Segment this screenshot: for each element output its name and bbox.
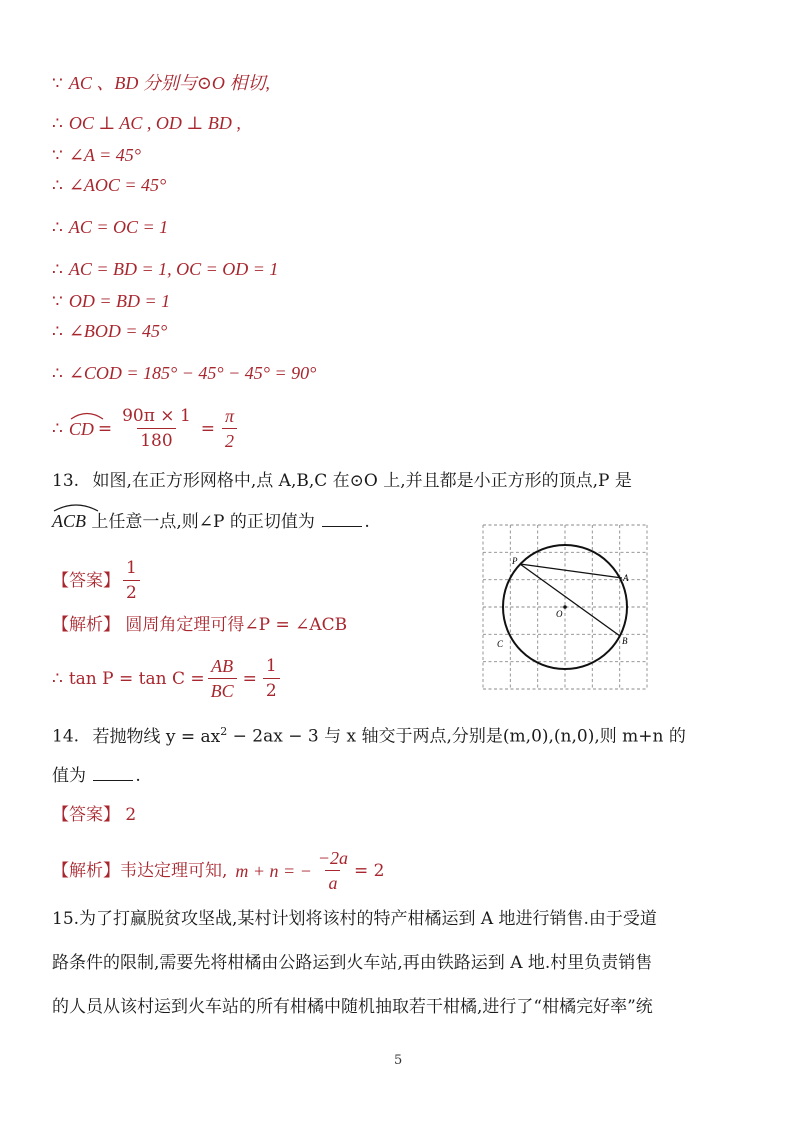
proof-line (52, 174, 166, 197)
fraction-numerator: 90π × 1 (122, 406, 191, 426)
proof-text: ∠COD = 185° − 45° − 45° = 90° (68, 363, 317, 383)
segment-pa (520, 564, 622, 578)
proof-symbol: ∴ (52, 176, 63, 196)
fraction-denominator: 2 (263, 678, 280, 701)
question-text: 上任意一点,则∠P 的正切值为 (91, 512, 315, 532)
fraction-arc-length (119, 406, 194, 451)
question-text: 若抛物线 y = ax (92, 726, 221, 747)
q13-figure (482, 524, 648, 690)
proof-text: ∠A = 45° (68, 145, 141, 165)
vieta-expression: m + n = − (235, 860, 312, 881)
proof-text: AC = BD = 1, OC = OD = 1 (68, 259, 279, 279)
fraction-numerator: −2a (317, 848, 349, 868)
fraction-denominator: BC (208, 678, 237, 701)
proof-text: ∠AOC = 45° (68, 175, 167, 195)
label-o: O (556, 609, 563, 619)
fraction-denominator: a (325, 870, 340, 893)
proof-line (52, 72, 270, 95)
proof-line (52, 290, 170, 313)
fraction-numerator: AB (211, 656, 234, 676)
equals-sign: = (242, 668, 257, 689)
proof-symbol: ∴ (52, 364, 63, 384)
q14-answer (52, 804, 136, 826)
q15-line3: 的人员从该村运到火车站的所有柑橘中随机抽取若干柑橘,进行了“柑橘完好率”统 (52, 997, 653, 1017)
superscript: 2 (220, 725, 228, 738)
tan-fraction (208, 656, 237, 701)
question-number: 13. (52, 471, 80, 491)
answer-blank (322, 510, 362, 527)
analysis-text: 圆周角定理可得∠P = ∠ACB (125, 615, 348, 635)
vieta-result: = 2 (354, 860, 385, 881)
proof-symbol: ∴ (52, 322, 63, 342)
q14-line1 (52, 721, 686, 748)
tan-expression: tan P = tan C = (68, 668, 205, 689)
q13-line2 (52, 510, 370, 533)
label-c: C (497, 639, 504, 649)
question-number: 14. (52, 726, 80, 747)
proof-line (52, 320, 167, 343)
fraction-numerator: π (225, 406, 235, 426)
question-text: 如图,在正方形网格中,点 A,B,C 在⊙O 上,并且都是小正方形的顶点,P 是 (92, 471, 632, 491)
proof-symbol: ∴ (52, 218, 63, 238)
proof-line (52, 258, 278, 281)
arc-acb: ACB (52, 510, 86, 532)
proof-line (52, 144, 141, 167)
answer-label: 【答案】 (52, 570, 120, 591)
q15-line2: 路条件的限制,需要先将柑橘由公路运到火车站,再由铁路运到 A 地.村里负责销售 (52, 953, 653, 973)
fraction-numerator: 1 (265, 656, 277, 676)
proof-symbol: ∵ (52, 146, 63, 166)
segment-pb (520, 564, 620, 636)
q13-answer (52, 558, 143, 603)
proof-text: ∠BOD = 45° (68, 321, 168, 341)
page-number: 5 (394, 1053, 403, 1068)
proof-symbol: ∴ (52, 260, 63, 280)
answer-label: 【答案】 (52, 805, 120, 825)
label-p: P (512, 556, 518, 566)
proof-text: AC = OC = 1 (68, 217, 169, 237)
center-point (563, 605, 567, 609)
proof-text: OD = BD = 1 (68, 291, 171, 311)
answer-fraction (123, 558, 140, 603)
therefore-symbol: ∴ (52, 418, 63, 439)
equals-sign: = (97, 418, 113, 439)
question-text: − 2ax − 3 与 x 轴交于两点,分别是(m,0),(n,0),则 m+n 的 (227, 726, 686, 747)
q14-analysis (52, 848, 384, 893)
label-b: B (622, 636, 628, 646)
fraction-result (222, 406, 237, 451)
analysis-label: 【解析】 (52, 615, 120, 635)
fraction-denominator: 2 (222, 428, 237, 451)
analysis-label: 【解析】 (52, 860, 120, 881)
arc-mark-icon (52, 502, 100, 512)
therefore-symbol: ∴ (52, 668, 63, 689)
arc-cd: CD (69, 418, 94, 440)
proof-symbol: ∵ (52, 74, 63, 94)
proof-text: AC 、BD 分别与⊙O 相切, (68, 73, 270, 93)
answer-blank (93, 764, 133, 781)
vieta-fraction (315, 848, 351, 893)
fraction-denominator: 180 (137, 428, 175, 451)
q14-line2 (52, 764, 141, 787)
q13-tan-line (52, 656, 283, 701)
arc-mark-icon (69, 410, 105, 420)
proof-line (52, 216, 168, 239)
proof-symbol: ∵ (52, 292, 63, 312)
equals-sign: = (200, 418, 216, 439)
tan-result-fraction (263, 656, 280, 701)
period: . (364, 512, 370, 532)
fraction-numerator: 1 (126, 558, 137, 578)
q15-line1: 15.为了打赢脱贫攻坚战,某村计划将该村的特产柑橘运到 A 地进行销售.由于受道 (52, 909, 657, 929)
proof-line (52, 112, 241, 135)
proof-text: OC ⊥ AC , OD ⊥ BD , (68, 113, 241, 133)
period: . (135, 766, 141, 786)
label-a: A (623, 573, 629, 583)
q13-line1 (52, 470, 632, 492)
q13-analysis (52, 614, 347, 636)
fraction-denominator: 2 (123, 580, 140, 603)
proof-line (52, 362, 316, 385)
arc-length-line (52, 406, 240, 451)
question-text: 值为 (52, 766, 86, 786)
analysis-text: 韦达定理可知, (120, 860, 228, 881)
answer-value: 2 (125, 805, 137, 825)
proof-symbol: ∴ (52, 114, 63, 134)
